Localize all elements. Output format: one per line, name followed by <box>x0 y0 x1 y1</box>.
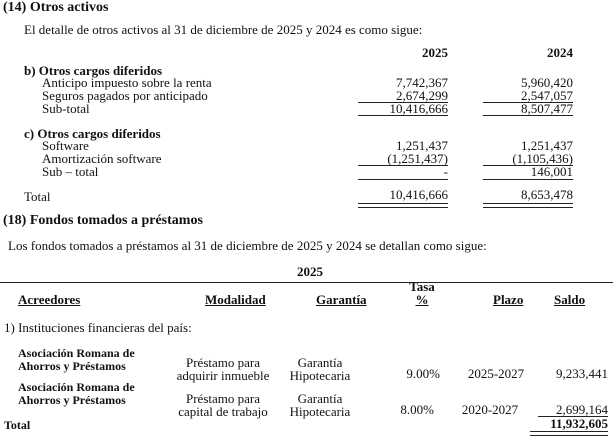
total-double-rule-2024 <box>483 203 573 208</box>
subtotal-underline-2024 <box>483 115 573 116</box>
row-label: Sub-total <box>42 101 90 116</box>
loan-modality-line-2: capital de trabajo <box>178 404 268 419</box>
loans-total-balance: 11,932,605 <box>550 416 608 431</box>
subtotal-underline-2025 <box>358 115 448 116</box>
creditor-name: Asociación Romana de <box>18 346 135 360</box>
creditor-name-line-2: Ahorros y Préstamos <box>18 359 126 373</box>
loans-total-double-rule <box>530 431 608 436</box>
row-label: Anticipo impuesto sobre la renta <box>42 75 212 90</box>
row-value-2025: 10,416,666 <box>389 101 448 116</box>
loan-rate: 9.00% <box>406 366 440 381</box>
loan-guarantee-line-2: Hipotecaria <box>289 368 351 383</box>
header-modalidad: Modalidad <box>205 292 266 307</box>
section-18-intro: Los fondos tomados a préstamos al 31 de diciembre de 2025 y 2024 se detallan como sigue: <box>8 238 487 253</box>
loan-rate: 8.00% <box>400 402 434 417</box>
loan-balance: 9,233,441 <box>556 366 608 381</box>
header-tasa: Tasa <box>409 279 435 294</box>
header-saldo: Saldo <box>554 292 586 307</box>
row-value-2025: 7,742,367 <box>396 75 448 90</box>
row-value-2025: - <box>443 164 448 179</box>
total-value-2024: 8,653,478 <box>521 187 573 202</box>
header-top-rule <box>0 282 613 283</box>
loan-guarantee: Garantía <box>297 355 343 370</box>
column-header-2025: 2025 <box>422 45 448 60</box>
loan-modality: Préstamo para <box>185 355 260 370</box>
row-value-2024: 2,547,057 <box>521 88 573 103</box>
column-header-2024: 2024 <box>547 45 573 60</box>
header-garantia: Garantía <box>316 292 367 307</box>
row-value-2025: (1,251,437) <box>387 151 448 166</box>
row-label: Software <box>42 138 89 153</box>
loan-modality-line-2: adquirir inmueble <box>176 368 270 383</box>
row-label: Amortización software <box>42 151 162 166</box>
creditor-name: Asociación Romana de <box>18 380 135 394</box>
total-label: Total <box>24 189 51 204</box>
loans-year-header: 2025 <box>297 264 323 279</box>
loans-total-label: Total <box>4 418 31 432</box>
subtotal-underline-2025 <box>358 179 448 180</box>
header-plazo: Plazo <box>493 292 524 307</box>
loan-term: 2025-2027 <box>467 366 525 381</box>
group-c-heading: c) Otros cargos diferidos <box>24 126 161 141</box>
row-value-2024: 5,960,420 <box>521 75 573 90</box>
header-acreedores: Acreedores <box>18 292 81 307</box>
total-value-2025: 10,416,666 <box>389 187 448 202</box>
section-14-title: (14) Otros activos <box>3 0 109 15</box>
creditor-name-line-2: Ahorros y Préstamos <box>18 393 126 407</box>
row-value-2024: 146,001 <box>530 164 573 179</box>
header-tasa-percent: % <box>415 292 429 307</box>
row-value-2024: (1,105,436) <box>512 151 573 166</box>
loan-term: 2020-2027 <box>461 402 519 417</box>
loan-guarantee: Garantía <box>297 391 343 406</box>
loan-guarantee-line-2: Hipotecaria <box>289 404 351 419</box>
subtotal-underline-2024 <box>483 179 573 180</box>
row-value-2025: 1,251,437 <box>396 138 448 153</box>
section-18-title: (18) Fondos tomados a préstamos <box>3 213 203 228</box>
row-label: Seguros pagados por anticipado <box>42 88 208 103</box>
row-value-2024: 8,507,477 <box>521 101 573 116</box>
row-label: Sub – total <box>42 164 99 179</box>
loan-balance: 2,699,164 <box>556 402 608 417</box>
total-double-rule-2025 <box>358 203 448 208</box>
group-b-heading: b) Otros cargos diferidos <box>24 63 163 78</box>
loan-modality: Préstamo para <box>185 391 260 406</box>
row-value-2025: 2,674,299 <box>396 88 448 103</box>
row-value-2024: 1,251,437 <box>521 138 573 153</box>
category-label: 1) Instituciones financieras del país: <box>4 320 192 335</box>
section-14-intro: El detalle de otros activos al 31 de diciembre de 2025 y 2024 es como sigue: <box>24 22 423 37</box>
